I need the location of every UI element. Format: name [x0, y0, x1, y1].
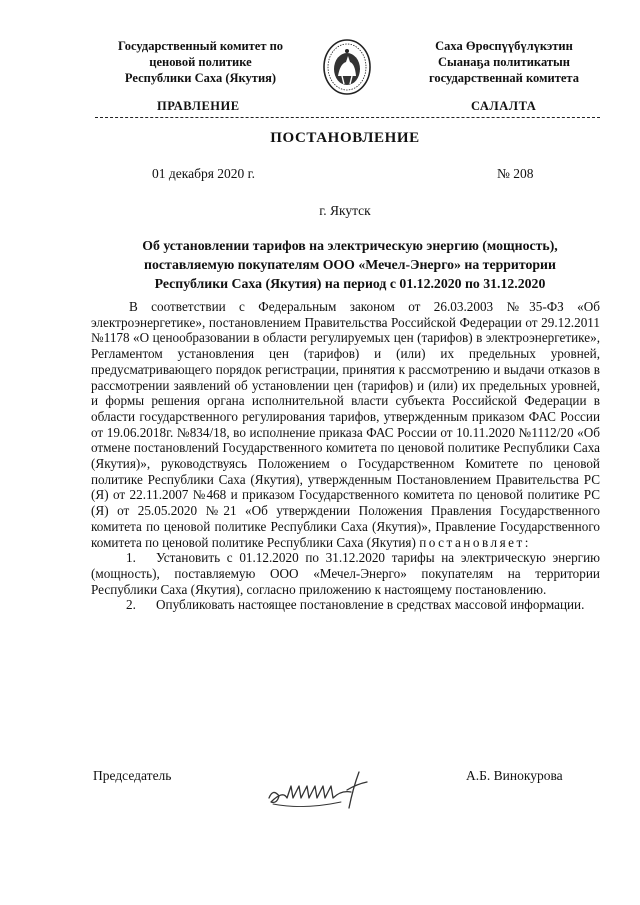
- document-subject: [60, 236, 640, 293]
- item-1-text: Установить с 01.12.2020 по 31.12.2020 тарифы на электрическую энергию (мощность), поставляемую ООО «Мечел-Энерго» покупателям на территории Республики Саха (Якутия), согласно приложению к настоящему постановлению.: [91, 550, 600, 597]
- sakha-republic-coat-of-arms-icon: [322, 38, 372, 96]
- agency-name-line-3: Республики Саха (Якутия): [124, 71, 277, 85]
- resolution-item-1: [91, 550, 600, 597]
- agency-name-russian: [98, 38, 303, 86]
- subject-line-2: поставляемую покупателям ООО «Мечел-Энерго» на территории: [144, 257, 556, 272]
- document-date: 01 декабря 2020 г.: [152, 166, 256, 181]
- section-left: ПРАВЛЕНИЕ: [157, 99, 240, 113]
- agency-name-sakha-line-1: Саха Өрөспүүбүлүкэтин: [435, 39, 573, 53]
- agency-name-sakha: [404, 38, 604, 86]
- subject-line-1: Об установлении тарифов на электрическую энергию (мощность),: [142, 238, 558, 253]
- agency-name-line-2: ценовой политике: [149, 55, 252, 69]
- header-divider: [95, 117, 600, 118]
- document-city: г. Якутск: [319, 203, 371, 218]
- section-right: САЛАЛТА: [471, 99, 537, 113]
- agency-name-line-1: Государственный комитет по: [117, 39, 284, 53]
- agency-name-sakha-line-3: государственнай комитета: [429, 71, 579, 85]
- preamble-text: В соответствии с Федеральным законом от 26.03.2003 №35-ФЗ «Об электроэнергетике», постановлением Правительства Российской Федерации от 29.12.2011 №1178 «О ценообразовании в области регулируемых цен (тарифов) в электроэнергетике», Регламентом установления цен (тарифов) и (или) их предельных уровней, предусматривающего порядок регистрации, принятия к рассмотрению и выдачи отказов в рассмотрении заявлений об установлении цен (тарифов) и (или) их предельных уровней, и формы решения органа исполнительной власти субъекта Российской Федерации в области государственного регулирования тарифов, утвержденным приказом ФАС России от 19.06.2018г. №834/18, во исполнение приказа ФАС России от 10.11.2020 №1112/20 «Об отмене постановлений Государственного комитета по ценовой политике Республики Саха (Якутия)», руководствуясь Положением о Государственном Комитете по ценовой политике Республики Саха (Якутия), утвержденным Постановлением Правительства РС (Я) от 22.11.2007 №468 и приказом Государственного комитета по ценовой политике РС (Я) от 25.05.2020 №21 «Об утверждении Положения Правления Государственного комитета по ценовой политике Республики Саха (Якутия)», Правление Государственного комитета по ценовой политике Республики Саха (Якутия): [91, 299, 600, 550]
- resolution-item-2: [91, 597, 600, 613]
- coat-of-arms-emblem: [322, 38, 372, 96]
- document-number: № 208: [497, 166, 534, 181]
- agency-name-sakha-line-2: Сыанаҕа политикатын: [438, 55, 570, 69]
- document-type: ПОСТАНОВЛЕНИЕ: [270, 130, 420, 146]
- preamble-paragraph: [91, 299, 600, 550]
- signatory-name: А.Б. Винокурова: [466, 768, 563, 783]
- item-2-text: Опубликовать настоящее постановление в средствах массовой информации.: [156, 597, 585, 613]
- handwritten-signature: [263, 768, 383, 814]
- subject-line-3: Республики Саха (Якутия) на период с 01.12.2020 по 31.12.2020: [154, 276, 546, 291]
- signature-scribble-icon: [263, 768, 383, 814]
- resolves-text: постановляет:: [419, 534, 531, 550]
- item-2-number: 2.: [126, 597, 136, 613]
- document-body: [91, 299, 600, 613]
- item-1-number: 1.: [126, 550, 136, 566]
- signatory-position: Председатель: [93, 768, 172, 783]
